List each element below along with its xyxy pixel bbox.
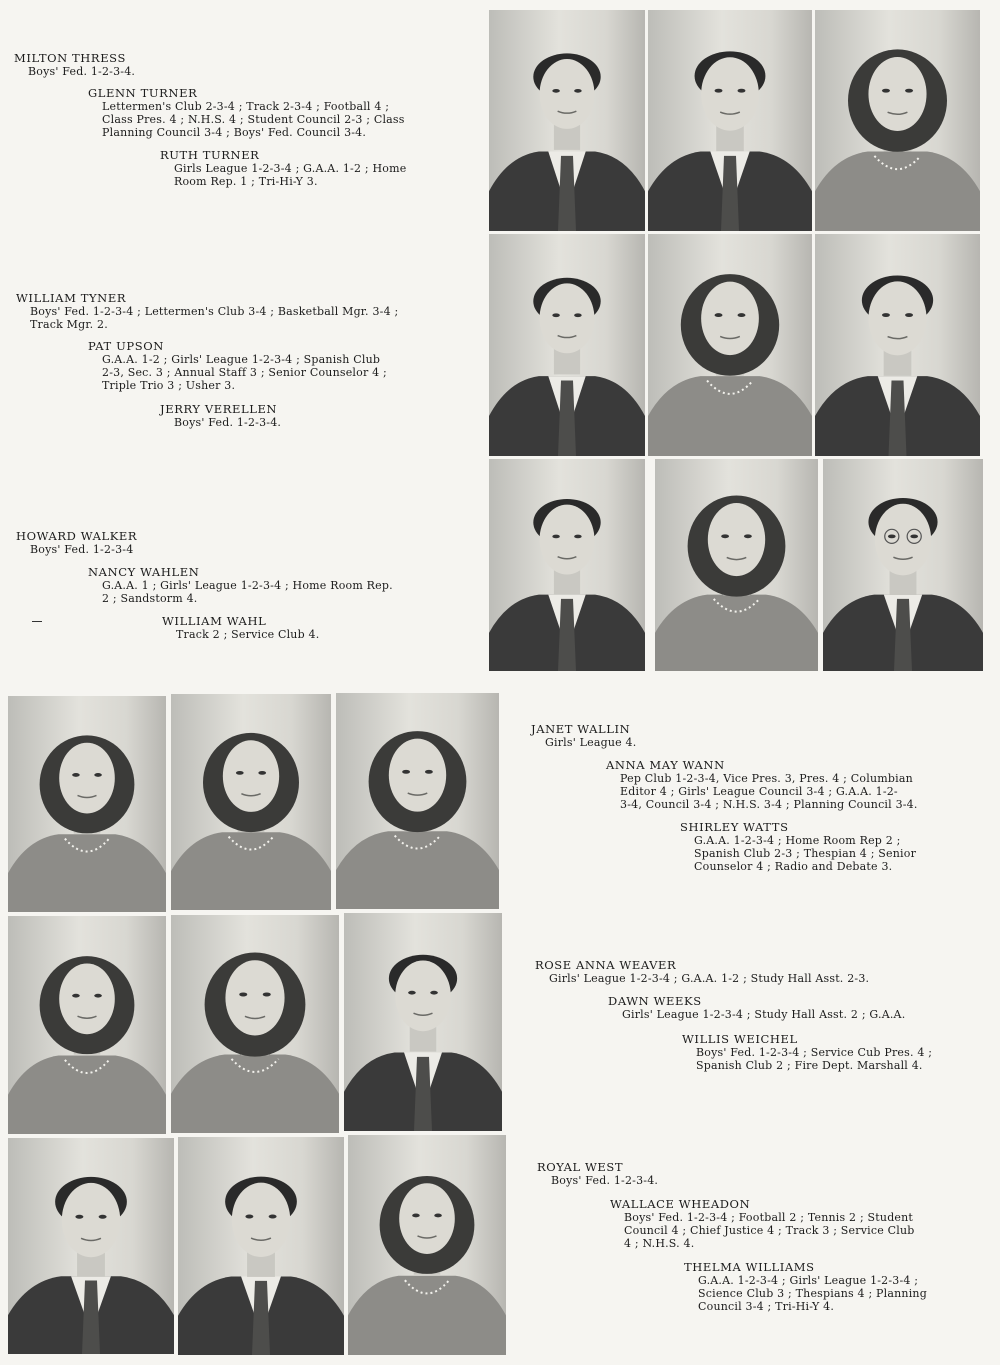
eye-shape [408,991,416,995]
senior-activities [176,628,319,641]
portrait-image [655,459,818,671]
portrait-image [8,1138,174,1354]
senior-entry [535,958,869,985]
senior-entry [160,148,406,188]
eye-shape [258,771,266,775]
portrait-image [823,459,983,671]
activity-line: Planning Council 3-4 ; Boys' Fed. Council 3-4. [102,126,367,139]
senior-portrait [348,1135,506,1355]
activity-line: 2-3, Sec. 3 ; Annual Staff 3 ; Senior Counselor 4 ; [102,366,387,379]
eye-shape [434,1214,442,1218]
senior-name: WILLIS WEICHEL [682,1032,798,1046]
senior-portrait [8,696,166,912]
face-shape [540,59,595,129]
tie-shape [252,1281,270,1355]
activity-line: Spanish Club 2 ; Fire Dept. Marshall 4. [696,1059,923,1072]
face-shape [223,740,279,812]
senior-activities [545,736,636,749]
portrait-image [171,694,331,910]
eye-shape [882,313,890,317]
clothing-shape [815,151,980,231]
eye-shape [738,313,746,317]
activity-line: Room Rep. 1 ; Tri-Hi-Y 3. [174,175,318,188]
tie-shape [889,381,907,456]
activity-line: Boys' Fed. 1-2-3-4 [30,543,134,556]
activity-line: Boys' Fed. 1-2-3-4 ; Service Cub Pres. 4 ; [696,1046,933,1059]
eye-shape [715,89,723,93]
senior-entry [610,1197,914,1250]
eye-shape [574,89,581,93]
senior-activities [698,1274,927,1313]
activity-line: Editor 4 ; Girls' League Council 3-4 ; G.A.A. 1-2- [620,785,898,798]
eye-shape [239,992,247,996]
clothing-shape [171,832,331,910]
activity-line: Pep Club 1-2-3-4, Vice Pres. 3, Pres. 4 ; Columbian [620,772,913,785]
activity-line: 2 ; Sandstorm 4. [102,592,198,605]
clothing-shape [348,1276,506,1355]
senior-activities [174,416,281,429]
eye-shape [721,534,729,538]
eye-shape [430,991,438,995]
senior-name: WILLIAM WAHL [162,614,267,628]
senior-entry [16,529,137,556]
face-shape [540,283,595,353]
senior-activities [620,772,918,811]
activity-line: G.A.A. 1-2-3-4 ; Home Room Rep 2 ; [694,834,901,847]
senior-name: PAT UPSON [88,339,164,353]
eye-shape [905,313,913,317]
senior-activities [174,162,406,188]
stray-mark [32,621,42,622]
tie-shape [558,381,576,456]
activity-line: Girls' League 1-2-3-4 ; Study Hall Asst. 2 ; G.A.A. [622,1008,906,1021]
eye-shape [552,313,559,317]
senior-activities [102,579,393,605]
face-shape [875,504,931,576]
senior-entry [88,339,387,392]
eye-shape [744,534,752,538]
eye-shape [888,534,896,538]
activity-line: Spanish Club 2-3 ; Thespian 4 ; Senior [694,847,917,860]
clothing-shape [655,595,818,671]
portrait-image [336,693,499,909]
activity-line: G.A.A. 1 ; Girls' League 1-2-3-4 ; Home Room Rep. [102,579,393,592]
face-shape [701,282,759,355]
senior-entry [162,614,319,641]
activity-line: Triple Trio 3 ; Usher 3. [102,379,236,392]
eye-shape [910,534,918,538]
eye-shape [715,313,723,317]
activity-line: Boys' Fed. 1-2-3-4. [174,416,282,429]
portrait-image [489,10,645,231]
tie-shape [558,156,576,231]
activity-line: Girls' League 4. [545,736,637,749]
portrait-image [348,1135,506,1355]
face-shape [395,960,451,1031]
portrait-image [8,916,166,1134]
eye-shape [738,89,746,93]
eye-shape [263,992,271,996]
senior-name: ROYAL WEST [537,1160,624,1174]
face-shape [868,57,926,131]
portrait-image [171,915,339,1133]
activity-line: 4 ; N.H.S. 4. [624,1237,695,1250]
face-shape [399,1183,455,1254]
senior-name: WALLACE WHEADON [610,1197,751,1211]
senior-portrait [815,10,980,231]
face-shape [225,960,284,1035]
senior-portrait [178,1137,344,1355]
activity-line: Girls' League 1-2-3-4 ; G.A.A. 1-2 ; Study Hall Asst. 2-3. [549,972,870,985]
face-shape [540,505,595,575]
eye-shape [72,994,80,998]
face-shape [708,503,765,576]
senior-activities [102,100,405,139]
senior-name: DAWN WEEKS [608,994,702,1008]
senior-activities [549,972,869,985]
senior-entry [14,51,135,78]
senior-entry [680,820,916,873]
senior-activities [696,1046,932,1072]
eye-shape [94,773,102,777]
senior-portrait [344,913,502,1131]
eye-shape [72,773,80,777]
senior-entry [88,86,405,139]
portrait-image [344,913,502,1131]
eye-shape [269,1215,277,1219]
eye-shape [574,313,581,317]
senior-name: HOWARD WALKER [16,529,138,543]
activity-line: G.A.A. 1-2 ; Girls' League 1-2-3-4 ; Spanish Club [102,353,381,366]
senior-name: RUTH TURNER [160,148,260,162]
senior-activities [694,834,916,873]
senior-entry [682,1032,932,1072]
activity-line: Boys' Fed. 1-2-3-4 ; Football 2 ; Tennis 2 ; Student [624,1211,914,1224]
face-shape [389,739,446,812]
eye-shape [94,994,102,998]
senior-portrait [815,234,980,456]
senior-name: ANNA MAY WANN [606,758,725,772]
eye-shape [574,535,581,539]
senior-portrait [823,459,983,671]
clothing-shape [8,1056,166,1134]
activity-line: Science Club 3 ; Thespians 4 ; Planning [698,1287,927,1300]
eye-shape [552,535,559,539]
senior-activities [28,65,135,78]
senior-portrait [648,10,812,231]
activity-line: Boys' Fed. 1-2-3-4 ; Lettermen's Club 3-4 ; Basketball Mgr. 3-4 ; [30,305,399,318]
activity-line: Council 4 ; Chief Justice 4 ; Track 3 ; Service Club [624,1224,915,1237]
portrait-image [648,234,812,456]
portrait-image [489,459,645,671]
clothing-shape [171,1055,339,1133]
activity-line: 3-4, Council 3-4 ; N.H.S. 3-4 ; Planning Council 3-4. [620,798,918,811]
face-shape [232,1183,290,1257]
senior-portrait [8,916,166,1134]
senior-entry [606,758,918,811]
portrait-image [489,234,645,456]
senior-entry [16,291,398,331]
activity-line: Boys' Fed. 1-2-3-4. [551,1174,659,1187]
eye-shape [236,771,244,775]
senior-name: SHIRLEY WATTS [680,820,789,834]
clothing-shape [648,376,812,456]
tie-shape [414,1057,432,1131]
senior-activities [551,1174,658,1187]
senior-entry [684,1260,927,1313]
senior-activities [102,353,387,392]
senior-entry [88,565,393,605]
activity-line: Track Mgr. 2. [30,318,108,331]
eye-shape [425,770,433,774]
senior-activities [622,1008,905,1021]
senior-name: NANCY WAHLEN [88,565,200,579]
eye-shape [245,1215,253,1219]
tie-shape [894,599,912,671]
senior-portrait [648,234,812,456]
face-shape [59,963,115,1034]
portrait-image [648,10,812,231]
senior-portrait [8,1138,174,1354]
portrait-image [815,10,980,231]
portrait-image [815,234,980,456]
senior-portrait [655,459,818,671]
senior-portrait [489,459,645,671]
senior-portrait [171,915,339,1133]
clothing-shape [336,831,499,909]
senior-portrait [489,10,645,231]
senior-portrait [171,694,331,910]
senior-activities [30,543,137,556]
face-shape [868,281,926,355]
activity-line: G.A.A. 1-2-3-4 ; Girls' League 1-2-3-4 ; [698,1274,919,1287]
activity-line: Counselor 4 ; Radio and Debate 3. [694,860,893,873]
senior-name: MILTON THRESS [14,51,126,65]
tie-shape [82,1281,100,1354]
eye-shape [75,1215,83,1219]
senior-name: JERRY VERELLEN [160,402,278,416]
face-shape [62,1183,120,1257]
activity-line: Boys' Fed. 1-2-3-4. [28,65,136,78]
tie-shape [558,599,576,671]
senior-portrait [336,693,499,909]
activity-line: Girls League 1-2-3-4 ; G.A.A. 1-2 ; Home [174,162,407,175]
senior-name: THELMA WILLIAMS [684,1260,815,1274]
senior-entry [160,402,281,429]
activity-line: Council 3-4 ; Tri-Hi-Y 4. [698,1300,835,1313]
portrait-image [8,696,166,912]
portrait-image [178,1137,344,1355]
eye-shape [882,89,890,93]
tie-shape [721,156,739,231]
senior-activities [30,305,398,331]
eye-shape [552,89,559,93]
senior-activities [624,1211,914,1250]
senior-entry [608,994,905,1021]
face-shape [701,57,759,130]
activity-line: Class Pres. 4 ; N.H.S. 4 ; Student Council 2-3 ; Class [102,113,405,126]
senior-name: GLENN TURNER [88,86,198,100]
eye-shape [99,1215,107,1219]
activity-line: Lettermen's Club 2-3-4 ; Track 2-3-4 ; Football 4 ; [102,100,390,113]
activity-line: Track 2 ; Service Club 4. [176,628,320,641]
senior-portrait [489,234,645,456]
senior-name: ROSE ANNA WEAVER [535,958,677,972]
face-shape [59,743,115,814]
senior-name: JANET WALLIN [531,722,631,736]
eye-shape [905,89,913,93]
eye-shape [402,770,410,774]
eye-shape [412,1214,420,1218]
clothing-shape [8,834,166,912]
senior-entry [531,722,636,749]
senior-name: WILLIAM TYNER [16,291,127,305]
senior-entry [537,1160,658,1187]
